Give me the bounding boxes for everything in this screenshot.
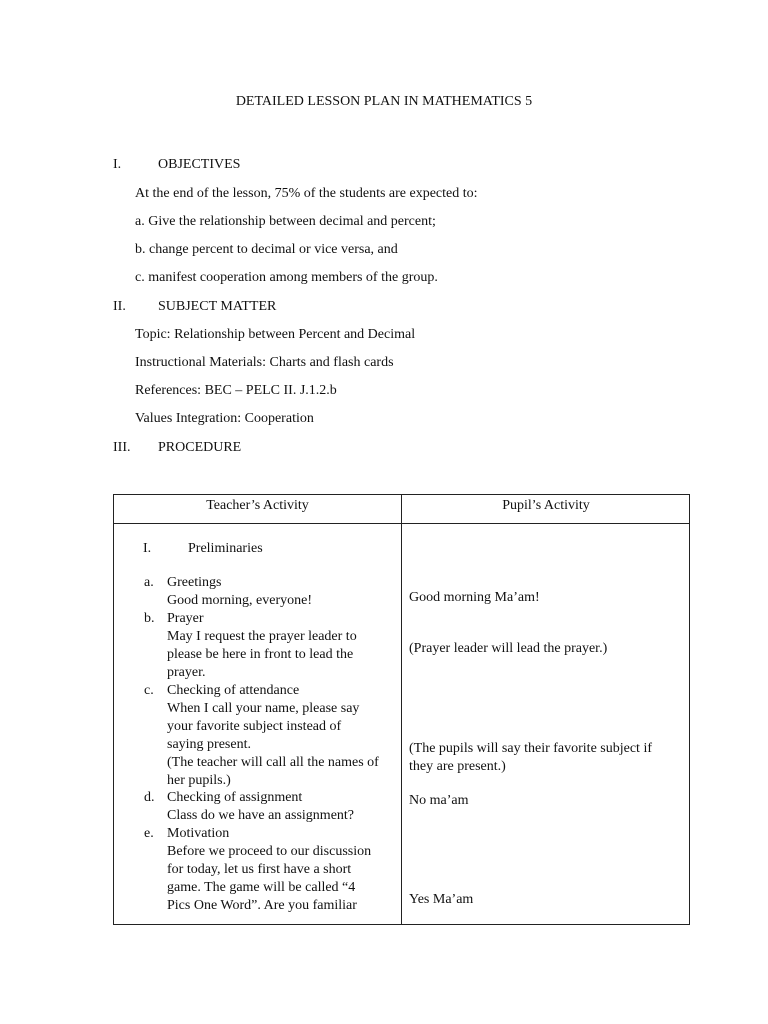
table-column-divider bbox=[401, 495, 402, 924]
prayer-line-2: please be here in front to lead the bbox=[167, 647, 354, 662]
motivation-letter: e. bbox=[144, 826, 154, 841]
greetings-line-1: Good morning, everyone! bbox=[167, 593, 313, 608]
assignment-line-1: Class do we have an assignment? bbox=[167, 808, 355, 823]
objectives-intro: At the end of the lesson, 75% of the students are expected to: bbox=[135, 186, 478, 201]
subject-materials: Instructional Materials: Charts and flash cards bbox=[135, 355, 394, 370]
subject-references: References: BEC – PELC II. J.1.2.b bbox=[135, 383, 337, 398]
objectives-heading: OBJECTIVES bbox=[158, 157, 241, 172]
procedure-table bbox=[113, 494, 690, 925]
subject-topic: Topic: Relationship between Percent and Decimal bbox=[135, 327, 416, 342]
attendance-letter: c. bbox=[144, 683, 154, 698]
objective-item-c: c. manifest cooperation among members of the group. bbox=[135, 270, 438, 285]
procedure-number: III. bbox=[113, 440, 131, 455]
prayer-title: Prayer bbox=[167, 611, 204, 626]
pupil-activity-header: Pupil’s Activity bbox=[502, 498, 590, 513]
motivation-line-1: Before we proceed to our discussion bbox=[167, 844, 372, 859]
pupil-greetings-response: Good morning Ma’am! bbox=[409, 590, 540, 605]
attendance-line-5: her pupils.) bbox=[167, 773, 231, 788]
objectives-number: I. bbox=[113, 157, 122, 172]
prayer-line-1: May I request the prayer leader to bbox=[167, 629, 357, 644]
assignment-title: Checking of assignment bbox=[167, 790, 303, 805]
preliminaries-heading: Preliminaries bbox=[188, 541, 263, 556]
motivation-title: Motivation bbox=[167, 826, 230, 841]
subject-matter-heading: SUBJECT MATTER bbox=[158, 299, 277, 314]
motivation-line-2: for today, let us first have a short bbox=[167, 862, 352, 877]
attendance-title: Checking of attendance bbox=[167, 683, 300, 698]
objective-item-a: a. Give the relationship between decimal and percent; bbox=[135, 214, 436, 229]
subject-values: Values Integration: Cooperation bbox=[135, 411, 314, 426]
pupil-motivation-response: Yes Ma’am bbox=[409, 892, 474, 907]
motivation-line-3: game. The game will be called “4 bbox=[167, 880, 356, 895]
prayer-line-3: prayer. bbox=[167, 665, 206, 680]
attendance-line-2: your favorite subject instead of bbox=[167, 719, 342, 734]
attendance-line-3: saying present. bbox=[167, 737, 251, 752]
attendance-line-4: (The teacher will call all the names of bbox=[167, 755, 379, 770]
table-header-divider bbox=[114, 523, 689, 524]
pupil-attendance-line-1: (The pupils will say their favorite subject if bbox=[409, 741, 652, 756]
teacher-activity-header: Teacher’s Activity bbox=[206, 498, 309, 513]
prayer-letter: b. bbox=[144, 611, 155, 626]
motivation-line-4: Pics One Word”. Are you familiar bbox=[167, 898, 357, 913]
assignment-letter: d. bbox=[144, 790, 155, 805]
objective-item-b: b. change percent to decimal or vice versa, and bbox=[135, 242, 398, 257]
pupil-assignment-response: No ma’am bbox=[409, 793, 469, 808]
document-title: DETAILED LESSON PLAN IN MATHEMATICS 5 bbox=[235, 94, 533, 109]
greetings-title: Greetings bbox=[167, 575, 222, 590]
preliminaries-number: I. bbox=[143, 541, 152, 556]
procedure-heading: PROCEDURE bbox=[158, 440, 242, 455]
pupil-prayer-response: (Prayer leader will lead the prayer.) bbox=[409, 641, 608, 656]
subject-matter-number: II. bbox=[113, 299, 126, 314]
attendance-line-1: When I call your name, please say bbox=[167, 701, 360, 716]
pupil-attendance-line-2: they are present.) bbox=[409, 759, 506, 774]
greetings-letter: a. bbox=[144, 575, 154, 590]
